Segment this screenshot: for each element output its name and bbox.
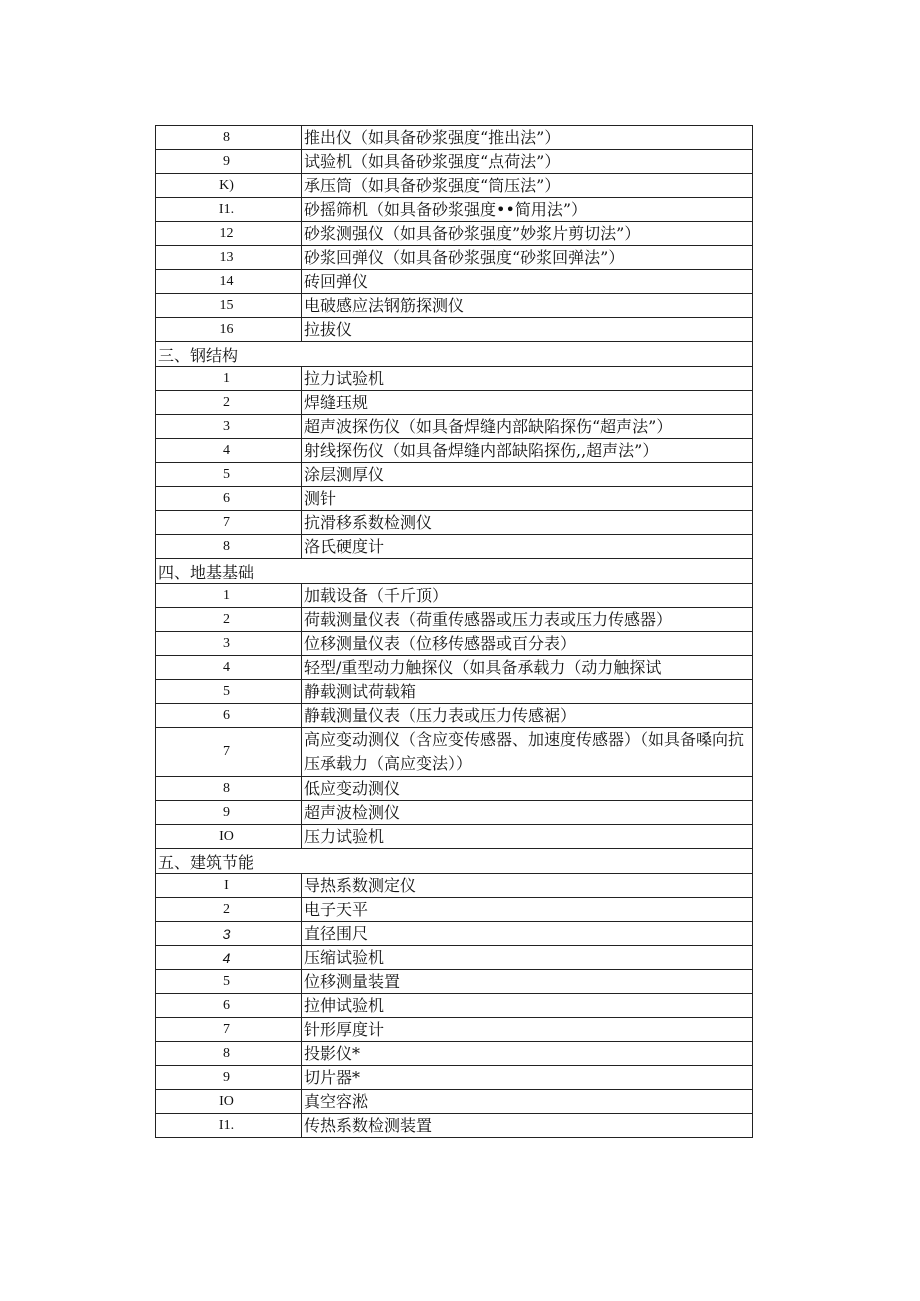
item-name: 电子天平 (304, 899, 369, 919)
item-name: 压缩试验机 (304, 947, 385, 967)
table-row (155, 126, 753, 150)
item-name: 拉伸试验机 (304, 995, 385, 1015)
item-number: IO (156, 825, 302, 848)
item-name: 针形厚度计 (304, 1019, 385, 1039)
item-number: 9 (156, 1066, 302, 1089)
item-number: 7 (156, 728, 302, 776)
item-name: 砂浆测强仪（如具备砂浆强度”妙浆片剪切法”） (304, 223, 641, 243)
table-row (155, 415, 753, 439)
item-name: 真空容淞 (304, 1091, 369, 1111)
item-name: 测针 (304, 488, 337, 508)
item-number: 2 (156, 391, 302, 414)
item-number: 7 (156, 1018, 302, 1041)
table-row (155, 463, 753, 487)
table-row (155, 511, 753, 535)
item-name: 涂层测厚仪 (304, 464, 385, 484)
table-row (155, 487, 753, 511)
item-number: 16 (156, 318, 302, 341)
table-row (155, 994, 753, 1018)
table-row (155, 198, 753, 222)
table-row (155, 246, 753, 270)
item-name: 位移测量仪表（位移传感器或百分表） (304, 633, 577, 653)
item-name: 超声波检测仪 (304, 802, 401, 822)
item-number: 4 (156, 946, 302, 969)
table-row (155, 680, 753, 704)
table-row (155, 1114, 753, 1138)
table-row (155, 874, 753, 898)
table-row (155, 898, 753, 922)
table-row (155, 946, 753, 970)
item-name: 射线探伤仪（如具备焊缝内部缺陷探伤,,超声法”） (304, 440, 659, 460)
item-number: K) (156, 174, 302, 197)
item-name: 拉力试验机 (304, 368, 385, 388)
item-name: 抗滑移系数检测仪 (304, 512, 433, 532)
table-row (155, 801, 753, 825)
item-number: 6 (156, 994, 302, 1017)
table-row (155, 318, 753, 342)
item-name: 砖回弹仪 (304, 271, 369, 291)
table-row (155, 704, 753, 728)
table-row (155, 222, 753, 246)
item-number: 14 (156, 270, 302, 293)
item-number: 3 (156, 922, 302, 945)
item-name: 洛氏硬度计 (304, 536, 385, 556)
item-number: 5 (156, 463, 302, 486)
item-name: 位移测量装置 (304, 971, 401, 991)
item-number: 9 (156, 801, 302, 824)
table-row (155, 777, 753, 801)
item-number: 1 (156, 584, 302, 607)
item-number: I (156, 874, 302, 897)
item-number: 9 (156, 150, 302, 173)
item-name: 焊缝珏规 (304, 392, 369, 412)
item-number: 6 (156, 704, 302, 727)
item-name: 电破感应法钢筋探测仪 (304, 295, 465, 315)
item-name: 承压筒（如具备砂浆强度“筒压法”） (304, 175, 561, 195)
item-name: 超声波探伤仪（如具备焊缝内部缺陷探伤“超声法”） (304, 416, 673, 436)
item-number: 8 (156, 535, 302, 558)
item-number: 3 (156, 415, 302, 438)
table-row (155, 825, 753, 849)
item-name: 直径围尺 (304, 923, 369, 943)
item-name: 传热系数检测装置 (304, 1115, 433, 1135)
item-number: 3 (156, 632, 302, 655)
item-name: 静载测试荷载箱 (304, 681, 417, 701)
table-row (155, 391, 753, 415)
item-number: 4 (156, 656, 302, 679)
item-name: 荷载测量仪表（荷重传感器或压力表或压力传感器） (304, 609, 673, 629)
table-row (155, 922, 753, 946)
item-number: IO (156, 1090, 302, 1113)
item-number: 7 (156, 511, 302, 534)
section-heading: 四、地基基础 (155, 559, 753, 584)
table-row (155, 1090, 753, 1114)
table-row (155, 970, 753, 994)
table-row (155, 535, 753, 559)
item-name: 静载测量仪表（压力表或压力传感裾） (304, 705, 577, 725)
item-name: 投影仪* (304, 1043, 361, 1063)
table-row (155, 656, 753, 680)
table-row (155, 439, 753, 463)
item-number: 6 (156, 487, 302, 510)
section-heading: 五、建筑节能 (155, 849, 753, 874)
section-heading: 三、钢结构 (155, 342, 753, 367)
table-row (155, 728, 753, 777)
item-name: 切片器* (304, 1067, 361, 1087)
item-name: 拉拔仪 (304, 319, 353, 339)
table-row (155, 632, 753, 656)
item-number: 2 (156, 608, 302, 631)
item-name: 轻型/重型动力触探仪（如具备承载力（动力触探试 (304, 657, 662, 677)
item-number: I1. (156, 1114, 302, 1137)
table-row (155, 270, 753, 294)
table-row (155, 367, 753, 391)
table-row (155, 294, 753, 318)
item-name: 高应变动测仪（含应变传感器、加速度传感器）（如具备嗓向抗压承载力（高应变法）） (304, 730, 745, 773)
item-number: 13 (156, 246, 302, 269)
table-row (155, 1066, 753, 1090)
table-row (155, 150, 753, 174)
item-number: 5 (156, 680, 302, 703)
table-row (155, 584, 753, 608)
item-number: 8 (156, 126, 302, 149)
table-row (155, 1042, 753, 1066)
item-number: I1. (156, 198, 302, 221)
item-name: 砂摇筛机（如具备砂浆强度••简用法”） (304, 199, 588, 219)
item-number: 2 (156, 898, 302, 921)
item-name: 导热系数测定仪 (304, 875, 417, 895)
item-number: 8 (156, 777, 302, 800)
item-name: 砂浆回弹仪（如具备砂浆强度“砂浆回弹法”） (304, 247, 625, 267)
item-number: 12 (156, 222, 302, 245)
table-row (155, 1018, 753, 1042)
table-row (155, 608, 753, 632)
item-number: 4 (156, 439, 302, 462)
equipment-table (155, 125, 753, 1138)
item-number: 1 (156, 367, 302, 390)
item-number: 8 (156, 1042, 302, 1065)
item-name: 压力试验机 (304, 826, 385, 846)
item-number: 15 (156, 294, 302, 317)
item-name: 低应变动测仪 (304, 778, 401, 798)
item-name: 加载设备（千斤顶） (304, 585, 449, 605)
item-name: 推出仪（如具备砂浆强度“推出法”） (304, 127, 561, 147)
item-number: 5 (156, 970, 302, 993)
table-row (155, 174, 753, 198)
item-name: 试验机（如具备砂浆强度“点荷法”） (304, 151, 561, 171)
